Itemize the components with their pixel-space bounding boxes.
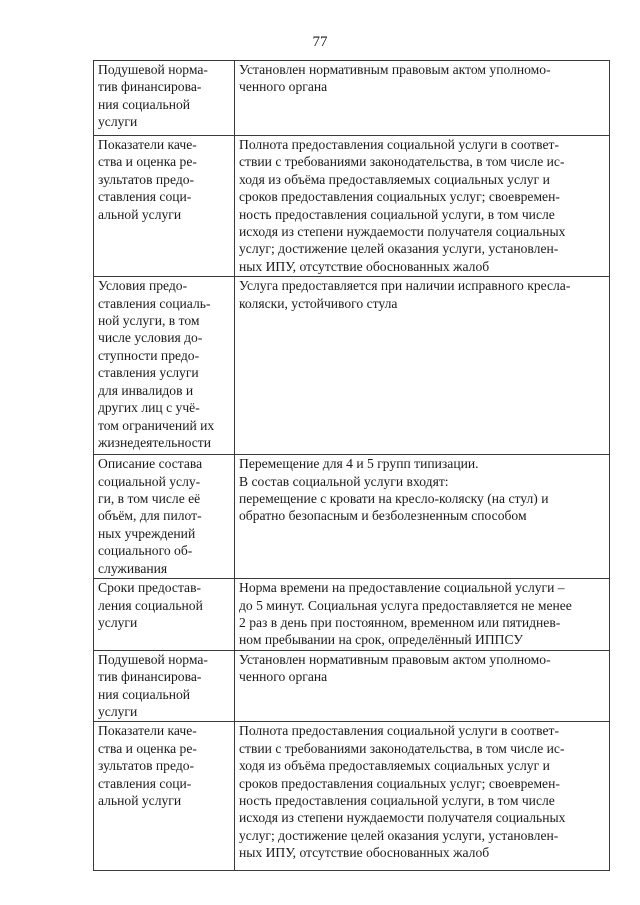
value-line: ченного органа <box>239 79 328 95</box>
row-value-cell <box>235 61 610 136</box>
table-row <box>94 277 610 455</box>
table-row <box>94 136 610 277</box>
label-line: услуги <box>98 114 138 130</box>
label-line: ния социальной <box>98 96 191 112</box>
value-line: ствии с требованиями законодательства, в том числе ис- <box>239 154 565 170</box>
table-row <box>94 579 610 651</box>
table-body <box>94 61 610 871</box>
row-label-cell <box>94 61 235 136</box>
label-line: ной услуги, в том <box>98 313 200 329</box>
value-line: ченного органа <box>239 669 328 685</box>
row-value-cell <box>235 136 610 277</box>
value-line: 2 раз в день при постоянном, временном или пятиднев- <box>239 614 561 630</box>
row-label-cell <box>94 650 235 722</box>
label-line: Подушевой норма- <box>98 62 208 77</box>
value-line: Услуга предоставляется при наличии исправного кресла- <box>239 278 571 294</box>
label-line: для инвалидов и <box>98 382 194 398</box>
value-line: Установлен нормативным правовым актом уполномо- <box>239 651 551 667</box>
value-line: Перемещение для 4 и 5 групп типизации. <box>239 456 479 472</box>
value-line: ном пребывании на срок, определённый ИППСУ <box>239 632 524 648</box>
label-line: тив финансирова- <box>98 669 202 685</box>
label-line: тив финансирова- <box>98 79 202 95</box>
table-row <box>94 650 610 722</box>
label-line: социального об- <box>98 543 193 559</box>
row-label-cell <box>94 579 235 651</box>
label-line: объём, для пилот- <box>98 508 202 524</box>
value-line: обратно безопасным и безболезненным способом <box>239 508 527 524</box>
page-number: 77 <box>312 34 328 50</box>
value-line: услуг; достижение целей оказания услуги, установлен- <box>239 241 559 257</box>
value-line: Норма времени на предоставление социальной услуги – <box>239 580 565 596</box>
value-line: ных ИПУ, отсутствие обоснованных жалоб <box>239 258 490 274</box>
value-line: ность предоставления социальной услуги, в том числе <box>239 792 555 808</box>
value-line: В состав социальной услуги входят: <box>239 473 449 489</box>
label-line: Сроки предостав- <box>98 580 202 596</box>
label-line: Описание состава <box>98 456 203 472</box>
table-row <box>94 455 610 579</box>
label-line: ставления соци- <box>98 775 192 791</box>
row-value-cell <box>235 722 610 871</box>
row-label-cell <box>94 277 235 455</box>
label-line: числе условия до- <box>98 330 203 346</box>
value-line: до 5 минут. Социальная услуга предоставляется не менее <box>239 597 572 613</box>
label-line: Условия предо- <box>98 278 188 294</box>
label-line: ления социальной <box>98 597 203 613</box>
label-line: услуги <box>98 703 138 719</box>
label-line: ства и оценка ре- <box>98 740 197 756</box>
label-line: ства и оценка ре- <box>98 154 197 170</box>
row-value-cell <box>235 579 610 651</box>
label-line: Показатели каче- <box>98 723 197 739</box>
label-line: социальной услу- <box>98 473 201 489</box>
label-line: Показатели каче- <box>98 137 197 152</box>
value-line: сроков предоставления социальных услуг; своевремен- <box>239 189 560 205</box>
label-line: Подушевой норма- <box>98 651 208 667</box>
label-line: ставления услуги <box>98 365 199 381</box>
label-line: зультатов предо- <box>98 758 195 774</box>
row-label-cell <box>94 455 235 579</box>
row-value-cell <box>235 650 610 722</box>
value-line: ходя из объёма предоставляемых социальных услуг и <box>239 171 550 187</box>
service-table <box>93 60 610 871</box>
label-line: альной услуги <box>98 792 182 808</box>
value-line: ность предоставления социальной услуги, в том числе <box>239 206 555 222</box>
value-line: услуг; достижение целей оказания услуги, установлен- <box>239 827 559 843</box>
value-line: перемещение с кровати на кресло-коляску (на стул) и <box>239 491 549 507</box>
label-line: других лиц с учё- <box>98 400 200 416</box>
label-line: жизнедеятельности <box>98 434 211 450</box>
label-line: ния социальной <box>98 686 191 702</box>
row-label-cell <box>94 722 235 871</box>
value-line: Полнота предоставления социальной услуги в соответ- <box>239 137 560 152</box>
value-line: Полнота предоставления социальной услуги в соответ- <box>239 723 560 739</box>
row-value-cell <box>235 455 610 579</box>
table-row <box>94 722 610 871</box>
value-line: исходя из степени нуждаемости получателя социальных <box>239 810 566 826</box>
value-line: сроков предоставления социальных услуг; своевремен- <box>239 775 560 791</box>
value-line: исходя из степени нуждаемости получателя социальных <box>239 224 566 240</box>
label-line: ных учреждений <box>98 525 196 541</box>
value-line: Установлен нормативным правовым актом уполномо- <box>239 62 551 77</box>
label-line: ги, в том числе её <box>98 491 201 507</box>
label-line: том ограничений их <box>98 417 215 433</box>
value-line: ных ИПУ, отсутствие обоснованных жалоб <box>239 845 490 861</box>
label-line: услуги <box>98 614 138 630</box>
value-line: коляски, устойчивого стула <box>239 295 398 311</box>
table-row <box>94 61 610 136</box>
row-value-cell <box>235 277 610 455</box>
value-line: ходя из объёма предоставляемых социальных услуг и <box>239 758 550 774</box>
label-line: зультатов предо- <box>98 171 195 187</box>
label-line: ставления социаль- <box>98 295 211 311</box>
row-label-cell <box>94 136 235 277</box>
label-line: ставления соци- <box>98 189 192 205</box>
label-line: ступности предо- <box>98 347 200 363</box>
value-line: ствии с требованиями законодательства, в том числе ис- <box>239 740 565 756</box>
label-line: альной услуги <box>98 206 182 222</box>
label-line: служивания <box>98 560 168 576</box>
